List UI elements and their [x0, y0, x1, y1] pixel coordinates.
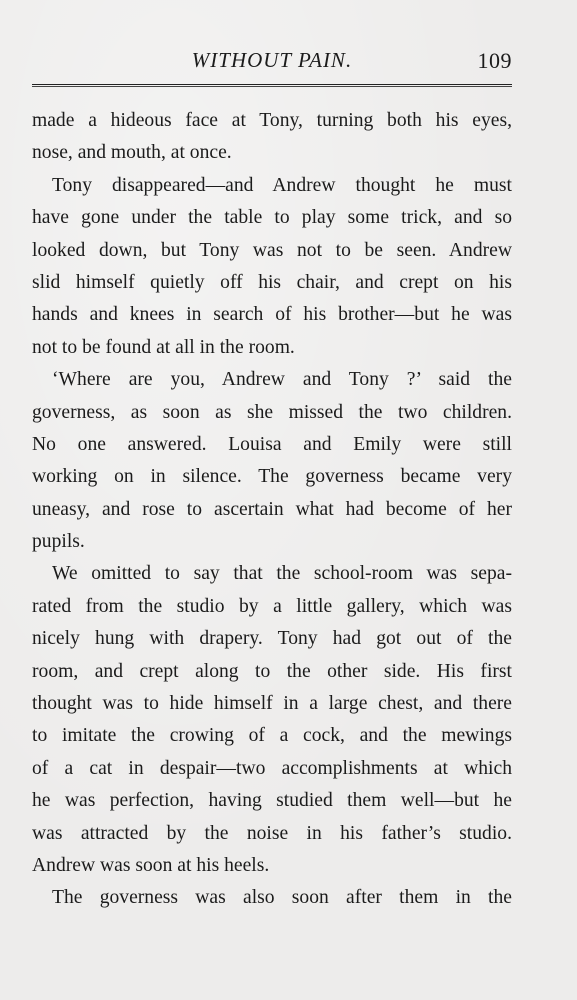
text-line: governess, as soon as she missed the two children. — [32, 401, 512, 423]
text-line: ‘Where are you, Andrew and Tony ?’ said the — [52, 369, 512, 391]
text-line: rated from the studio by a little gallery, which was — [32, 595, 512, 617]
text-line: pupils. — [32, 531, 85, 553]
text-line: thought was to hide himself in a large chest, and there — [32, 693, 512, 715]
text-line: nicely hung with drapery. Tony had got out of the — [32, 628, 512, 650]
header-rule — [32, 84, 512, 87]
text-line: No one answered. Louisa and Emily were still — [32, 433, 512, 455]
text-line: Tony disappeared—and Andrew thought he must — [52, 174, 512, 196]
text-line: nose, and mouth, at once. — [32, 142, 232, 164]
text-line: made a hideous face at Tony, turning both his eyes, — [32, 110, 512, 131]
text-line: looked down, but Tony was not to be seen. Andrew — [32, 239, 512, 261]
body-text — [32, 105, 512, 915]
text-line: have gone under the table to play some trick, and so — [32, 207, 512, 229]
text-line: he was perfection, having studied them well—but he — [32, 790, 512, 812]
text-line: uneasy, and rose to ascertain what had become of her — [32, 498, 512, 520]
text-line: was attracted by the noise in his father’s studio. — [32, 822, 512, 844]
text-line: not to be found at all in the room. — [32, 336, 295, 358]
running-head — [32, 44, 512, 76]
text-line: Andrew was soon at his heels. — [32, 854, 270, 876]
text-line: of a cat in despair—two accomplishments at which — [32, 757, 512, 779]
text-line: slid himself quietly off his chair, and crept on his — [32, 271, 512, 293]
text-line: hands and knees in search of his brother—but he was — [32, 304, 512, 326]
running-title: WITHOUT PAIN. — [191, 48, 353, 72]
page-number: 109 — [477, 48, 512, 73]
text-line: to imitate the crowing of a cock, and the mewings — [32, 725, 512, 747]
text-line: room, and crept along to the other side. His first — [32, 660, 512, 682]
text-line: The governess was also soon after them in the — [52, 887, 512, 909]
text-line: We omitted to say that the school-room was sepa- — [52, 563, 512, 585]
text-line: working on in silence. The governess became very — [32, 466, 512, 488]
